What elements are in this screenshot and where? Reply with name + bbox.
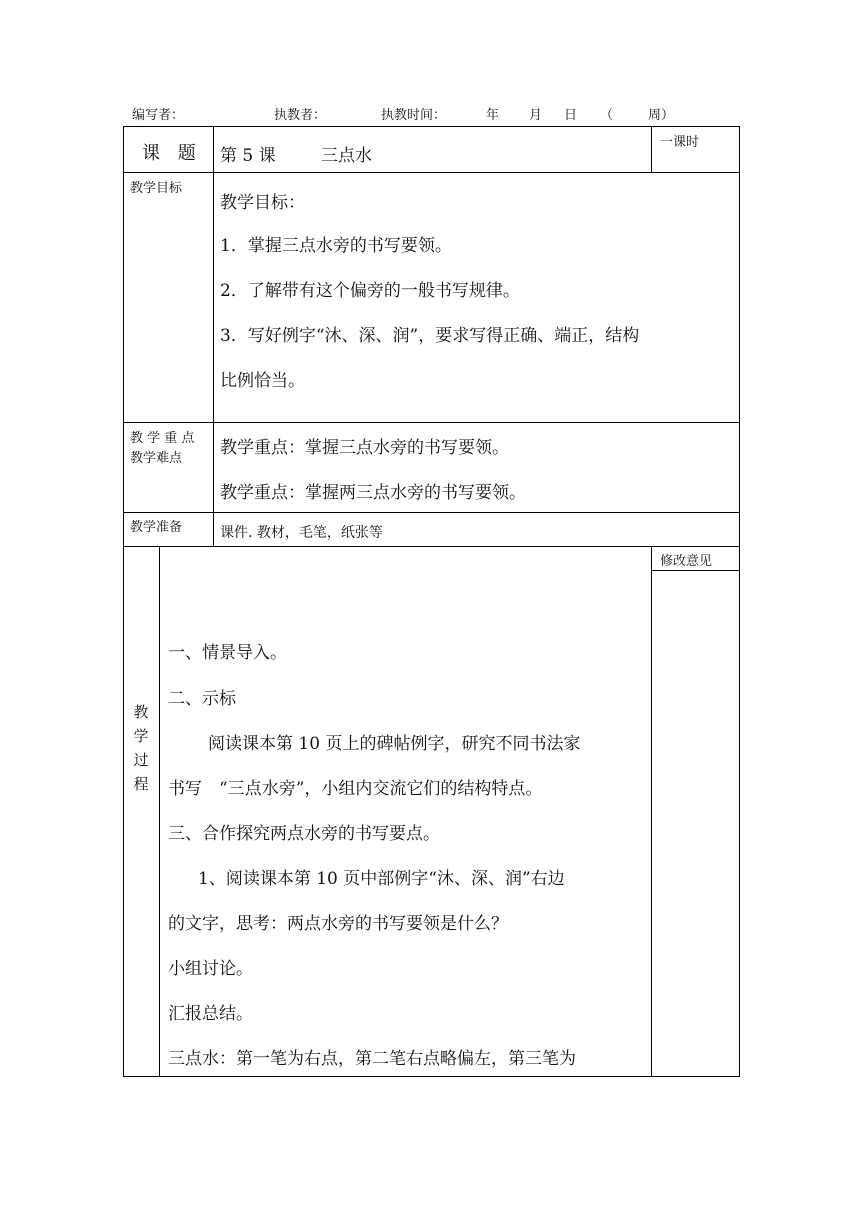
objective-item-2: 2．了解带有这个偏旁的一般书写规律。 [220, 281, 520, 301]
objective-item-1: 1．掌握三点水旁的书写要领。 [220, 236, 452, 256]
lesson-period: 一课时 [660, 135, 700, 150]
process-label-char: 程 [133, 775, 149, 793]
preparation-content: 课件. 教材，毛笔，纸张等 [220, 525, 383, 541]
document-header [124, 104, 740, 124]
process-label-char: 教 [133, 703, 149, 721]
objective-item-3: 3．写好例字“沐、深、润”，要求写得正确、端正，结构 [220, 326, 640, 346]
process-label-char: 过 [133, 751, 149, 769]
process-line: 三点水：第一笔为右点，第二笔右点略偏左，第三笔为 [168, 1049, 576, 1069]
focus-label-key: 教 学 重 点 [130, 431, 195, 446]
key-point: 教学重点：掌握三点水旁的书写要领。 [220, 438, 509, 458]
focus-label-difficult: 教学难点 [130, 451, 183, 466]
process-label-char: 学 [133, 727, 149, 745]
process-line: 书写 “三点水旁”，小组内交流它们的结构特点。 [168, 779, 543, 799]
objectives-heading: 教学目标： [220, 193, 305, 213]
week-label: 周） [648, 108, 675, 123]
process-line: 阅读课本第 10 页上的碑帖例字，研究不同书法家 [208, 734, 581, 754]
author-label: 编写者： [132, 108, 185, 123]
process-line: 二、示标 [168, 689, 236, 709]
process-line: 一、情景导入。 [168, 643, 287, 663]
year-label: 年 [486, 108, 500, 123]
difficult-point: 教学重点：掌握两三点水旁的书写要领。 [220, 483, 526, 503]
process-line: 小组讨论。 [168, 959, 253, 979]
teacher-label: 执教者： [274, 108, 327, 123]
revision-label: 修改意见 [660, 554, 713, 569]
preparation-label: 教学准备 [130, 520, 183, 535]
lesson-title: 三点水 [321, 146, 372, 166]
day-label: 日 [564, 108, 578, 123]
lesson-number: 第 5 课 [220, 146, 276, 166]
lesson-label: 课 题 [142, 143, 202, 164]
process-label [123, 700, 159, 796]
week-open: （ [600, 108, 614, 123]
process-line: 三、合作探究两点水旁的书写要点。 [168, 824, 440, 844]
month-label: 月 [529, 108, 543, 123]
process-line: 汇报总结。 [168, 1004, 253, 1024]
process-line: 1、阅读课本第 10 页中部例字“沐、深、润”右边 [198, 869, 565, 889]
time-label: 执教时间： [381, 108, 447, 123]
objective-item-3-cont: 比例恰当。 [220, 371, 305, 391]
process-line: 的文字，思考：两点水旁的书写要领是什么？ [168, 914, 508, 934]
objectives-label: 教学目标 [130, 181, 183, 196]
